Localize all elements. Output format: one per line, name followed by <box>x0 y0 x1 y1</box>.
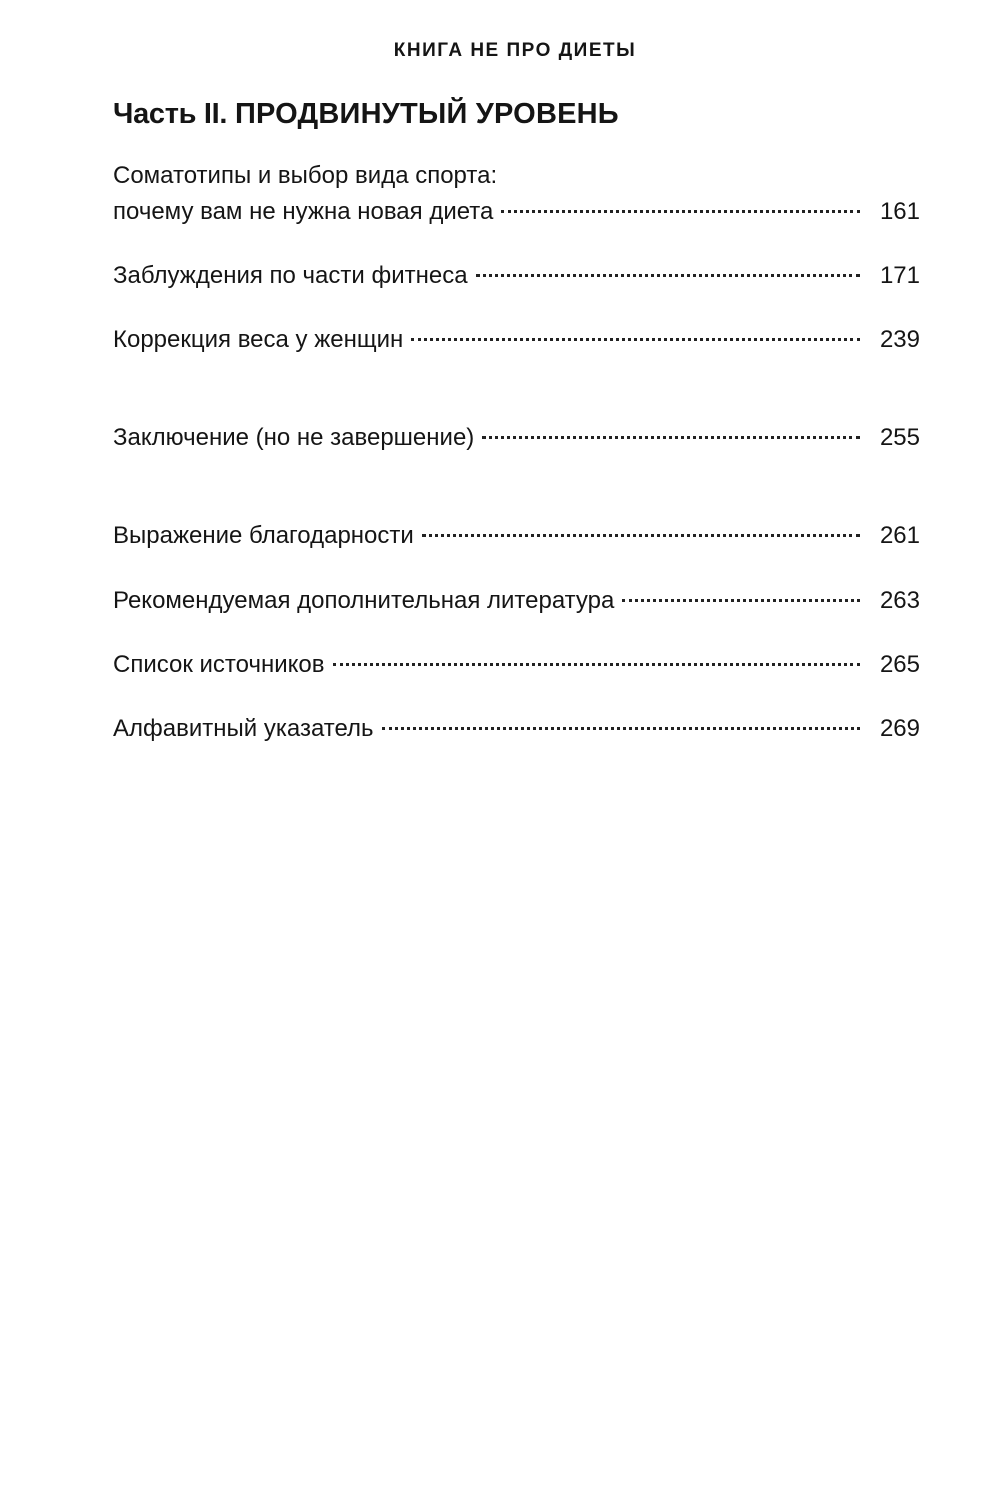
dot-leader <box>476 274 860 277</box>
dot-leader <box>622 599 860 602</box>
toc-entry-label: Заблуждения по части фитнеса <box>113 262 468 289</box>
toc-entry-7[interactable] <box>113 651 920 685</box>
toc-page-number: 265 <box>879 651 920 678</box>
toc-page-number: 239 <box>879 326 920 353</box>
toc-entry-label: Заключение (но не завершение) <box>113 424 475 451</box>
part-heading <box>113 98 619 131</box>
toc-page-number: 269 <box>879 715 920 742</box>
toc-entry-5[interactable] <box>113 522 920 556</box>
toc-entry-4[interactable] <box>113 424 920 458</box>
toc-entry-1[interactable] <box>113 198 920 232</box>
dot-leader <box>482 436 860 439</box>
toc-entry-label: Выражение благодарности <box>113 522 414 549</box>
part-title: ПРОДВИНУТЫЙ УРОВЕНЬ <box>234 98 619 130</box>
toc-entry-label: Рекомендуемая дополнительная литература <box>113 587 615 614</box>
toc-page-number: 261 <box>879 522 920 549</box>
toc-entry-label: Соматотипы и выбор вида спорта: <box>113 162 498 189</box>
dot-leader <box>411 338 860 341</box>
dot-leader <box>422 534 860 537</box>
dot-leader <box>382 727 860 730</box>
part-prefix: Часть II. <box>113 98 228 130</box>
toc-entry-label: почему вам не нужна новая диета <box>113 198 494 225</box>
running-header: КНИГА НЕ ПРО ДИЕТЫ <box>393 40 637 61</box>
dot-leader <box>333 663 861 666</box>
toc-page-number: 171 <box>879 262 920 289</box>
toc-page-number: 161 <box>879 198 920 225</box>
toc-entry-label: Алфавитный указатель <box>113 715 374 742</box>
toc-entry-8[interactable] <box>113 715 920 749</box>
toc-entry-label: Коррекция веса у женщин <box>113 326 404 353</box>
toc-entry-3[interactable] <box>113 326 920 360</box>
toc-entry-1-line-1 <box>113 162 920 196</box>
toc-page-number: 255 <box>879 424 920 451</box>
dot-leader <box>501 210 860 213</box>
toc-entry-label: Список источников <box>113 651 325 678</box>
toc-entry-6[interactable] <box>113 587 920 621</box>
toc-entry-2[interactable] <box>113 262 920 296</box>
toc-page-number: 263 <box>879 587 920 614</box>
